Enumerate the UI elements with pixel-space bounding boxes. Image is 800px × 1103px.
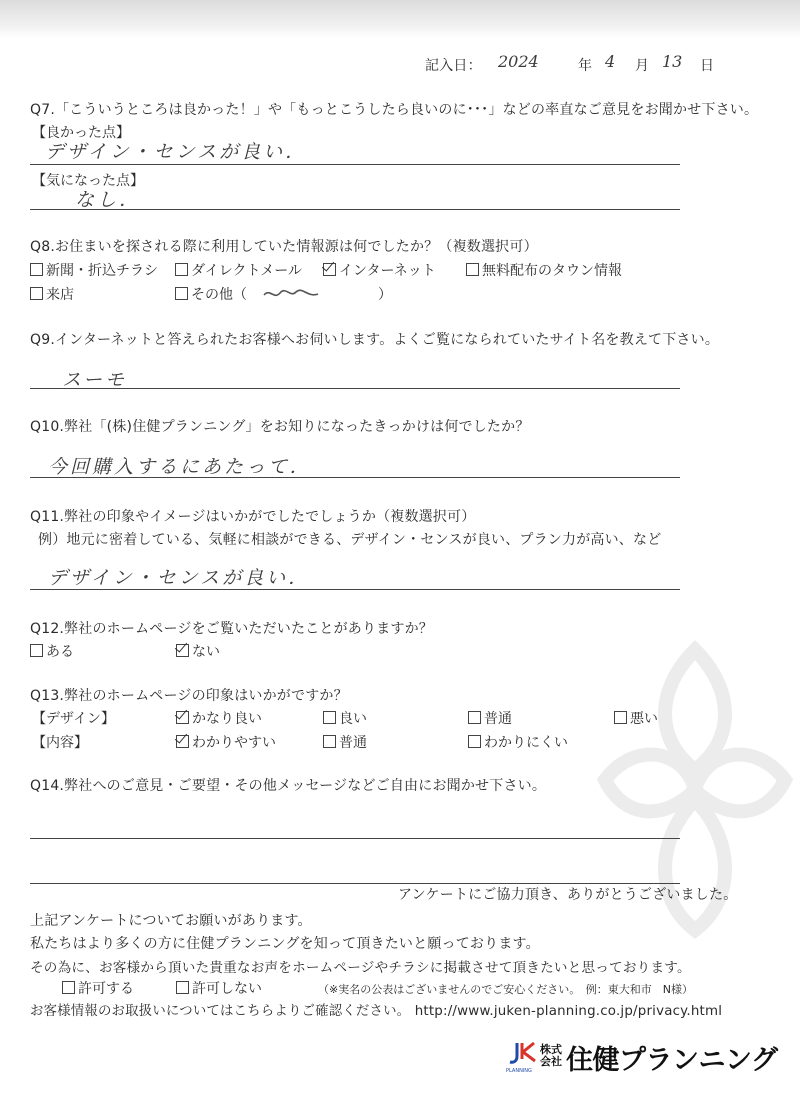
q11-question: Q11.弊社の印象やイメージはいかがでしたでしょうか（複数選択可） [30, 509, 476, 525]
company-name: 住健プランニング [566, 1045, 778, 1076]
scan-top-band [0, 0, 800, 38]
q11-answer[interactable]: デザイン・センスが良い． [48, 567, 311, 589]
scribble-icon [262, 286, 322, 302]
q11-line [30, 589, 680, 590]
checkbox-icon[interactable] [614, 711, 627, 724]
checkbox-checked-icon[interactable] [176, 735, 189, 748]
checkbox-icon[interactable] [466, 263, 479, 276]
checkbox-icon[interactable] [468, 711, 481, 724]
checkbox-icon[interactable] [323, 735, 336, 748]
thanks-text: アンケートにご協力頂き、ありがとうございました。 [398, 887, 738, 903]
q12-option-yes[interactable]: ある [30, 641, 74, 661]
q12-question: Q12.弊社のホームページをご覧いただいたことがありますか？ [30, 621, 434, 637]
q10-line [30, 477, 680, 478]
q13-content-clear[interactable]: わかりやすい [176, 732, 276, 752]
checkbox-icon[interactable] [30, 644, 43, 657]
q13-content-unclear[interactable]: わかりにくい [468, 732, 568, 752]
q8-option-internet[interactable]: インターネット [323, 260, 436, 280]
q13-design-very-good[interactable]: かなり良い [176, 708, 262, 728]
q7-concern-label: 【気になった点】 [32, 173, 144, 189]
q8-other-close: ） [378, 287, 392, 303]
date-month: 4 [605, 52, 616, 71]
q9-line [30, 388, 680, 389]
q13-question: Q13.弊社のホームページの印象はいかがですか？ [30, 688, 348, 704]
not-permit-option[interactable]: 許可しない [176, 978, 262, 998]
q8-question: Q8.お住まいを探される際に利用していた情報源は何でしたか？（複数選択可） [30, 239, 538, 255]
q7-question: Q7.「こういうところは良かった！」や「もっとこうしたら良いのに･･･」などの率直なご意見をお聞かせ下さい。 [30, 102, 759, 118]
company-logo-icon [508, 1041, 538, 1067]
q12-option-no[interactable]: ない [176, 641, 220, 661]
q7-good-label: 【良かった点】 [32, 125, 130, 141]
checkbox-icon[interactable] [30, 263, 43, 276]
q9-question: Q9.インターネットと答えられたお客様へお伺いします。よくご覧になられていたサイト名を教えて下さい。 [30, 332, 720, 348]
q13-design-normal[interactable]: 普通 [468, 708, 512, 728]
checkbox-checked-icon[interactable] [176, 711, 189, 724]
date-year: 2024 [498, 52, 539, 71]
q8-option-other[interactable]: その他（ [175, 284, 247, 304]
permit-option[interactable]: 許可する [62, 978, 134, 998]
logo-kaisha: 株式 会社 [540, 1043, 562, 1068]
q10-question: Q10.弊社「(株)住健プランニング」をお知りになったきっかけは何でしたか？ [30, 419, 530, 435]
checkbox-icon[interactable] [323, 711, 336, 724]
q9-answer[interactable]: スーモ [62, 369, 128, 391]
q14-line-1 [30, 838, 680, 839]
q7-concern-answer[interactable]: なし． [75, 189, 142, 211]
q13-design-label: 【デザイン】 [32, 711, 116, 727]
q10-answer[interactable]: 今回購入するにあたって． [48, 456, 312, 478]
q8-option-visit[interactable]: 来店 [30, 284, 74, 304]
q13-content-label: 【内容】 [32, 735, 88, 751]
q8-option-town-info[interactable]: 無料配布のタウン情報 [466, 260, 622, 280]
request-line-2: 私たちはより多くの方に住健プランニングを知って頂きたいと願っております。 [30, 936, 540, 952]
request-line-3: その為に、お客様から頂いた貴重なお声をホームページやチラシに掲載させて頂きたいと思っております。 [30, 960, 691, 976]
logo-mark-sub: PLANNING [506, 1068, 532, 1074]
q8-option-direct-mail[interactable]: ダイレクトメール [175, 260, 302, 280]
q11-example: 例）地元に密着している、気軽に相談ができる、デザイン・センスが良い、プラン力が高い、など [38, 532, 662, 548]
checkbox-checked-icon[interactable] [323, 263, 336, 276]
checkbox-icon[interactable] [175, 263, 188, 276]
checkbox-icon[interactable] [62, 981, 75, 994]
q7-good-answer[interactable]: デザイン・センスが良い． [45, 141, 308, 163]
q13-content-normal[interactable]: 普通 [323, 732, 367, 752]
date-year-unit: 年 [578, 58, 593, 74]
request-line-1: 上記アンケートについてお願いがあります。 [30, 913, 312, 929]
privacy-link-text[interactable]: お客様情報のお取扱いについてはこちらよりご確認ください。 http://www.juken-planning.co.jp/privacy.html [30, 1004, 723, 1019]
checkbox-checked-icon[interactable] [176, 644, 189, 657]
date-label: 記入日： [425, 58, 482, 74]
date-day: 13 [662, 52, 683, 71]
q14-question: Q14.弊社へのご意見・ご要望・その他メッセージなどご自由にお聞かせ下さい。 [30, 778, 547, 794]
date-month-unit: 月 [635, 58, 650, 74]
q13-design-bad[interactable]: 悪い [614, 708, 658, 728]
checkbox-icon[interactable] [175, 287, 188, 300]
checkbox-icon[interactable] [468, 735, 481, 748]
date-day-unit: 日 [700, 58, 715, 74]
q8-option-newspaper[interactable]: 新聞・折込チラシ [30, 260, 158, 280]
checkbox-icon[interactable] [30, 287, 43, 300]
q7-good-line [30, 164, 680, 165]
checkbox-icon[interactable] [176, 981, 189, 994]
q13-design-good[interactable]: 良い [323, 708, 367, 728]
q7-concern-line [30, 209, 680, 210]
privacy-note: （※実名の公表はございませんのでご安心ください。 例：東大和市 N様） [318, 983, 693, 996]
